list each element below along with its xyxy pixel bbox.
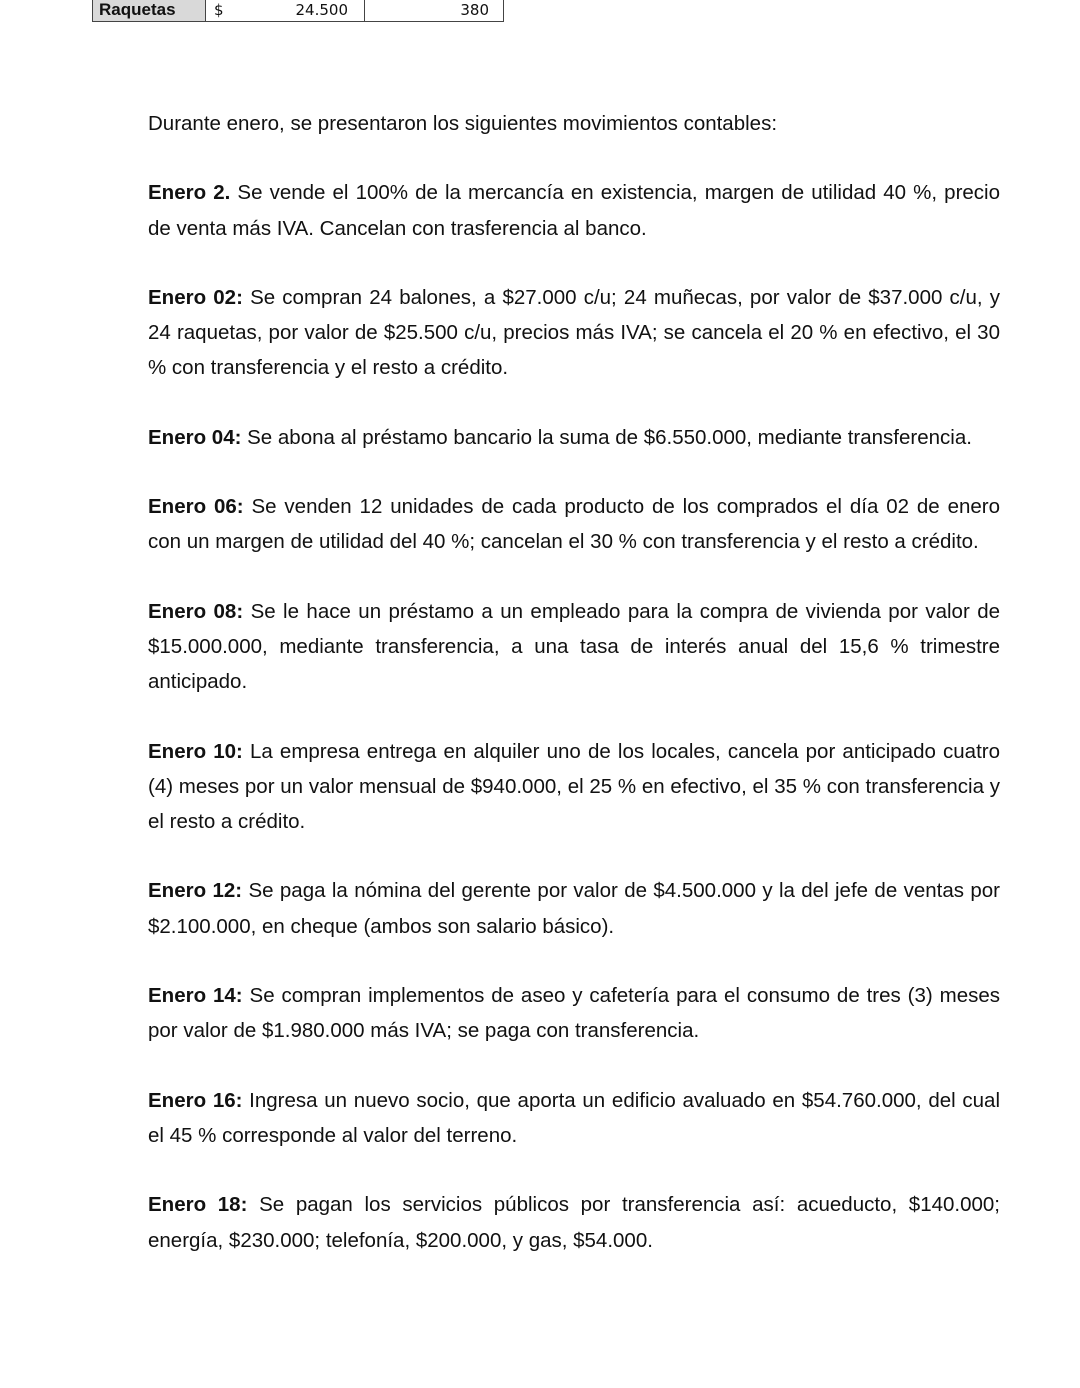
entry-paragraph (148, 978, 1000, 1049)
entry-paragraph (148, 873, 1000, 944)
entry-text: Se le hace un préstamo a un empleado para la compra de vivienda por valor de $15.000.000, mediante transferencia, a una tasa de interés anual del 15,6 % trimestre anticipado. (148, 599, 1001, 694)
entry-date: Enero 18: (148, 1193, 248, 1217)
entry-date: Enero 02: (148, 285, 243, 309)
value-amount: 24.500 (295, 1, 348, 19)
intro-paragraph: Durante enero, se presentaron los siguientes movimientos contables: (148, 112, 778, 135)
product-cell: Raquetas (93, 0, 206, 22)
entry-text: Se compran 24 balones, a $27.000 c/u; 24 muñecas, por valor de $37.000 c/u, y 24 raquetas, por valor de $25.500 c/u, precios más IVA; se cancela el 20 % en efectivo, el 30 % con transferencia y el resto a crédito. (148, 285, 1001, 380)
entry-date: Enero 2. (148, 181, 231, 205)
entry-text: Se compran implementos de aseo y cafetería para el consumo de tres (3) meses por valor de $1.980.000 más IVA; se paga con transferencia. (148, 984, 1000, 1043)
entry-paragraph (148, 1083, 1000, 1154)
entry-date: Enero 04: (148, 425, 242, 449)
entry-text: Se venden 12 unidades de cada producto de los comprados el día 02 de enero con un margen de utilidad del 40 %; cancelan el 30 % con transferencia y el resto a crédito. (148, 495, 1001, 554)
entry-date: Enero 06: (148, 495, 244, 519)
entry-date: Enero 14: (148, 984, 243, 1008)
entry-text: Ingresa un nuevo socio, que aporta un edificio avaluado en $54.760.000, del cual el 45 % corresponde al valor del terreno. (148, 1088, 1001, 1147)
quantity-cell: 380 (365, 0, 504, 22)
entry-text: La empresa entrega en alquiler uno de los locales, cancela por anticipado cuatro (4) meses por un valor mensual de $940.000, el 25 % en efectivo, el 35 % con transferencia y el resto a crédito. (148, 739, 1000, 834)
entry-paragraph (148, 175, 1000, 246)
entry-paragraph (148, 594, 1000, 700)
entry-date: Enero 12: (148, 879, 243, 903)
entry-paragraph (148, 734, 1000, 840)
entry-paragraph (148, 489, 1000, 560)
document-body (148, 106, 1000, 1292)
entry-date: Enero 08: (148, 599, 244, 623)
entry-text: Se pagan los servicios públicos por transferencia así: acueducto, $140.000; energía, $230.000; telefonía, $200.000, y gas, $54.000. (148, 1193, 1001, 1252)
value-cell (206, 0, 365, 22)
entry-date: Enero 16: (148, 1088, 243, 1112)
table-row (93, 0, 504, 22)
entry-text: Se vende el 100% de la mercancía en existencia, margen de utilidad 40 %, precio de venta más IVA. Cancelan con trasferencia al banco. (148, 181, 1001, 240)
entry-paragraph (148, 420, 1000, 455)
entry-paragraph (148, 1187, 1000, 1258)
entry-paragraph (148, 280, 1000, 386)
currency-symbol: $ (214, 1, 224, 19)
entry-text: Se abona al préstamo bancario la suma de $6.550.000, mediante transferencia. (241, 425, 972, 449)
inventory-table (92, 0, 504, 22)
entry-date: Enero 10: (148, 739, 243, 763)
entry-text: Se paga la nómina del gerente por valor de $4.500.000 y la del jefe de ventas por $2.100.000, en cheque (ambos son salario básico). (148, 879, 1000, 938)
